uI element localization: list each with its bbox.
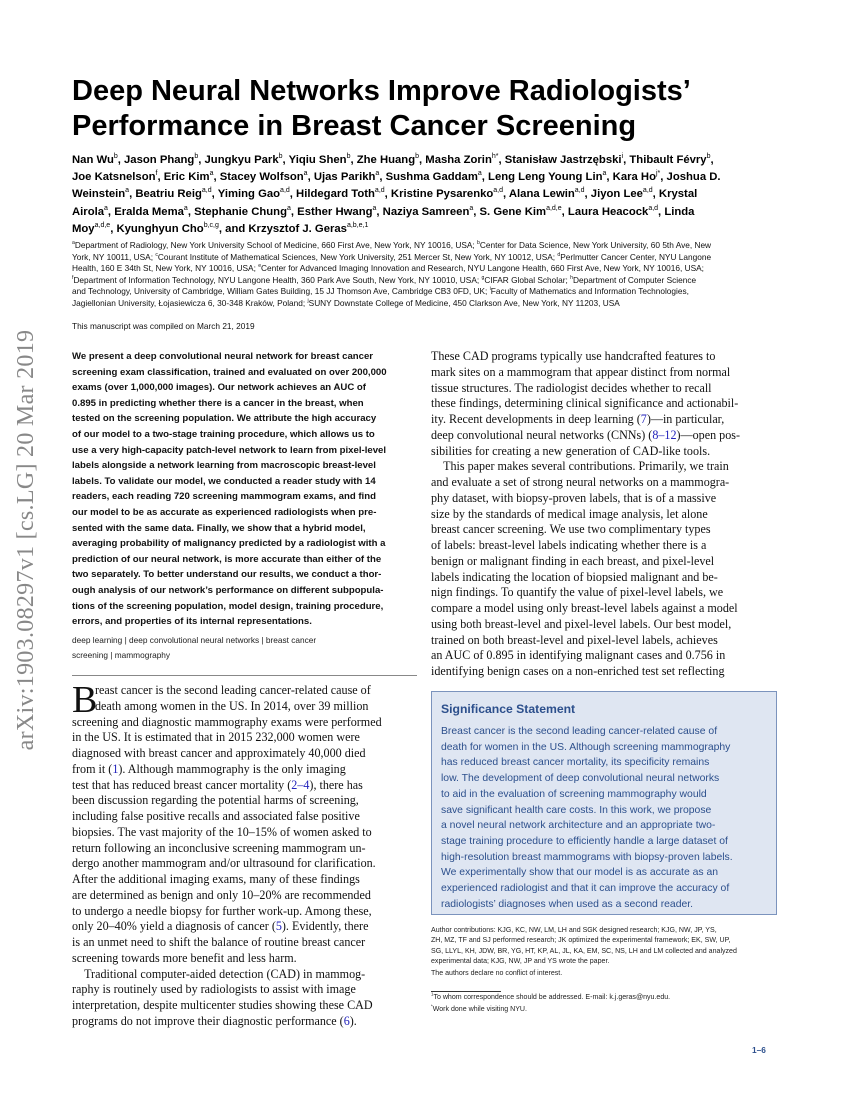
- body-line: is an unmet need to shift the balance of routine breast cancer: [72, 935, 366, 949]
- abstract-line: tions of the screening population, model design, training procedure,: [72, 600, 384, 612]
- compiled-note: This manuscript was compiled on March 21, 2019: [72, 321, 255, 331]
- significance-line: death for women in the US. Although screening mammography: [441, 741, 731, 753]
- body-line: including false positive recalls and associated false positive: [72, 809, 360, 823]
- paper-title: [72, 74, 772, 144]
- abstract-line: of our model to a two-stage training procedure, which allows us to: [72, 428, 375, 440]
- abstract-line: readers, each reading 720 screening mammogram exams, and find: [72, 491, 376, 503]
- arxiv-side-stamp: arXiv:1903.08297v1 [cs.LG] 20 Mar 2019: [13, 329, 39, 751]
- contributions-line: Author contributions: KJG, KC, NW, LM, LH and SGK designed research; KJG, NW, JP, YS,: [431, 927, 717, 934]
- abstract-line: 0.895 in predicting whether there is a cancer in the breast, when: [72, 397, 364, 409]
- body-line: these findings, determining clinical significance and actionabil-: [431, 396, 739, 411]
- body-line: raphy is routinely used by radiologists to assist with image: [72, 982, 356, 997]
- title-line: Deep Neural Networks Improve Radiologists’: [72, 75, 691, 107]
- drop-cap: B: [72, 679, 98, 721]
- contributions-line: SG, LLYL, KH, JDW, BR, YG, HT, KP, AL, JL, KA, EM, SC, NS, LH and LM collected and analyzed: [431, 947, 737, 955]
- body-line: size by the standards of medical image analysis, let alone: [431, 506, 708, 521]
- significance-line: high-resolution breast mammograms with biopsy-proven labels.: [441, 851, 733, 863]
- significance-line: a novel neural network architecture and an appropriate two-: [441, 820, 716, 832]
- significance-line: Breast cancer is the second leading cancer-related cause of: [441, 726, 718, 737]
- keywords-line: deep learning | deep convolutional neural networks | breast cancer: [72, 635, 317, 645]
- title-line: Performance in Breast Cancer Screening: [72, 110, 637, 142]
- body-line: compare a model using only breast-level labels against a model: [431, 601, 738, 615]
- keywords-line: screening | mammography: [72, 649, 171, 660]
- abstract-line: use a very high-capacity patch-level network to learn from pixel-level: [72, 444, 387, 456]
- significance-line: radiologists’ diagnoses when used as a second reader.: [441, 898, 694, 910]
- body-line: biopsies. The vast majority of the 10–15% of women asked to: [72, 824, 372, 839]
- body-line: return following an inconclusive screening mammogram un-: [72, 840, 366, 855]
- abstract-line: two separately. To better understand our results, we conduct a thor-: [72, 569, 382, 581]
- significance-line: stage training procedure to efficiently handle a large dataset of: [441, 835, 728, 847]
- body-line: breast cancer screening. We use two complimentary types: [431, 522, 711, 537]
- significance-line: We experimentally show that our model is as accurate as an: [441, 867, 719, 879]
- body-line: diagnosed with breast cancer and approximately 40,000 died: [72, 746, 366, 760]
- body-line: screening and diagnostic mammography exams were performed: [72, 714, 382, 729]
- affiliation-line: $^a$Department of Radiology, New York University School of Medicine, 660 First Ave, New York, NY 10016, USA; $^b$Center for Data Science, New York University, 60 5th Ave, New: [72, 240, 712, 250]
- body-line: screening towards more benefit and less harm.: [72, 950, 297, 965]
- body-line: only 20–40% yield a diagnosis of cancer (5). Evidently, there: [72, 919, 369, 934]
- abstract-line: averaging probability of malignancy predicted by a radiologist with a: [72, 538, 386, 550]
- author-line: Weinstein$^a$, Beatriu Reig$^{a,d}$, Yiming Gao$^{a,d}$, Hildegard Toth$^{a,d}$, Kristine Pysarenko$^{a,d}$, Alana Lewin$^{a,d}$, Jiyon Lee$^{a,d}$, Krystal: [72, 187, 698, 201]
- affiliation-line: $^f$Department of Information Technology, NYU Langone Health, 360 Park Ave South, New York, NY 10010, USA; $^g$CIFAR Global Scholar; $^h$Department of Computer Science: [72, 274, 697, 285]
- body-line: in the US. It is estimated that in 2015 232,000 women were: [72, 730, 360, 745]
- abstract-line: screening exam classification, trained and evaluated on over 200,000: [72, 366, 387, 378]
- affiliation-line: and Technology, University of Cambridge, William Gates Building, 15 JJ Thomson Ave, Cambridge CB3 0FD, UK; $^i$Faculty of Mathematics and Information Technologies,: [72, 286, 689, 297]
- body-line: These CAD programs typically use handcrafted features to: [431, 349, 716, 363]
- keywords: [72, 633, 417, 662]
- keywords-divider: [72, 675, 417, 676]
- body-line: tissue structures. The radiologist decides whether to recall: [431, 380, 712, 395]
- body-line: benign or malignant finding in each breast, and pixel-level: [431, 553, 715, 568]
- body-line: labels indicating the location of biopsied malignant and be-: [431, 569, 718, 584]
- significance-statement-text: [441, 724, 771, 912]
- body-line: sibilities for creating a new generation of CAD-like tools.: [431, 443, 711, 458]
- body-line: to undergo a needle biopsy for further work-up. Among these,: [72, 903, 372, 918]
- correspondence-footnote: $^1$To whom correspondence should be addressed. E-mail: k.j.geras@nyu.edu.: [431, 991, 671, 1001]
- body-line: death among women in the US. In 2014, over 39 million: [95, 698, 369, 713]
- body-line: phy dataset, with biopsy-proven labels, that is of a massive: [431, 490, 717, 505]
- body-line: of labels: breast-level labels indicating whether there is a: [431, 538, 707, 552]
- author-list: [72, 152, 778, 238]
- affiliation-line: Health, 160 E 34th St, New York, NY 10016, USA; $^e$Center for Advanced Imaging Innovation and Research, NYU Langone Health, 660 First Ave, New York, NY 10016, USA;: [72, 263, 704, 274]
- body-line: been discussion regarding the potential harms of screening,: [72, 793, 359, 808]
- body-line: nign findings. To quantify the value of pixel-level labels, we: [431, 585, 724, 600]
- abstract: [72, 349, 417, 630]
- body-line: interpretation, despite multicenter studies showing these CAD: [72, 998, 373, 1012]
- body-text-left-column: [72, 679, 417, 1030]
- body-line: trained on both breast-level and pixel-level labels, achieves: [431, 632, 718, 647]
- contributions-line: ZH, MZ, TF and SJ performed research; JK optimized the experimental framework; EK, SW, UP,: [431, 937, 731, 945]
- body-line: identifying benign cases on a non-enriched test set reflecting: [431, 664, 725, 678]
- abstract-line: errors, and properties of its internal representations.: [72, 616, 312, 628]
- significance-line: low. The development of deep convolutional neural networks: [441, 773, 720, 785]
- body-line: This paper makes several contributions. Primarily, we train: [431, 459, 729, 474]
- significance-statement-title: Significance Statement: [441, 702, 576, 716]
- abstract-line: ough analysis of our network’s performance on different subpopula-: [72, 584, 384, 596]
- body-line: programs do not improve their diagnostic performance (6).: [72, 1013, 357, 1028]
- body-line: and evaluate a set of strong neural networks on a mammogra-: [431, 475, 730, 489]
- conflict-of-interest-note: The authors declare no conflict of interest.: [431, 970, 563, 977]
- author-line: Airola$^a$, Eralda Mema$^a$, Stephanie Chung$^a$, Esther Hwang$^a$, Naziya Samreen$^a$, S. Gene Kim$^{a,d,e}$, Laura Heacock$^{a,d}$, Linda: [72, 204, 695, 218]
- author-line: Moy$^{a,d,e}$, Kyunghyun Cho$^{b,c,g}$, and Krzysztof J. Geras$^{a,b,e,1}$: [72, 222, 369, 235]
- abstract-line: our model to be as accurate as experienced radiologists when pre-: [72, 506, 377, 518]
- body-line: test that has reduced breast cancer mortality (2–4), there has: [72, 777, 363, 792]
- affiliation-line: Jagiellonian University, Łojasiewicza 6, 30-348 Kraków, Poland; $^j$SUNY Downstate College of Medicine, 450 Clarkson Ave, New York, NY 11203, USA: [72, 297, 620, 308]
- body-line: deep convolutional neural networks (CNNs) (8–12)—open pos-: [431, 427, 740, 442]
- body-line: reast cancer is the second leading cancer-related cause of: [95, 683, 371, 697]
- abstract-line: We present a deep convolutional neural network for breast cancer: [72, 351, 374, 362]
- body-line: are determined as benign and only 10–20% are recommended: [72, 887, 371, 902]
- body-line: using both breast-level and pixel-level labels. Our best model,: [431, 616, 732, 631]
- author-contributions: [431, 926, 777, 968]
- abstract-line: exams (over 1,000,000 images). Our network achieves an AUC of: [72, 382, 366, 394]
- body-text-right-column: [431, 349, 777, 680]
- abstract-line: labels. To validate our model, we conducted a reader study with 14: [72, 475, 376, 487]
- abstract-line: prediction of our neural network, is more accurate than either of the: [72, 553, 382, 565]
- significance-line: has reduced breast cancer mortality, its specificity remains: [441, 757, 710, 769]
- body-line: dergo another mammogram and/or ultrasound for clarification.: [72, 856, 376, 871]
- affiliations: [72, 240, 778, 310]
- visiting-footnote: *Work done while visiting NYU.: [431, 1003, 527, 1013]
- body-line: ity. Recent developments in deep learning (7)—in particular,: [431, 412, 725, 426]
- body-line: an AUC of 0.895 in identifying malignant cases and 0.756 in: [431, 648, 726, 663]
- author-line: Nan Wu$^b$, Jason Phang$^b$, Jungkyu Park$^b$, Yiqiu Shen$^b$, Zhe Huang$^b$, Masha Zorin$^{h*}$, Stanisław Jastrzębski$^i$, Thibault Févry$^b$,: [72, 153, 714, 166]
- author-line: Joe Katsnelson$^f$, Eric Kim$^a$, Stacey Wolfson$^a$, Ujas Parikh$^a$, Sushma Gaddam$^a$, Leng Leng Young Lin$^a$, Kara $Ho^{j*}$, Joshua D.: [72, 170, 721, 184]
- body-line: mark sites on a mammogram that appear distinct from normal: [431, 364, 731, 379]
- body-line: Traditional computer-aided detection (CAD) in mammog-: [72, 966, 366, 981]
- significance-line: experienced radiologist and that it can improve the accuracy of: [441, 883, 730, 895]
- contributions-line: experimental data; KJG, NW, JP and YS wrote the paper.: [431, 958, 610, 966]
- significance-line: to aid in the evaluation of screening mammography would: [441, 788, 707, 800]
- body-line: from it (1). Although mammography is the only imaging: [72, 761, 346, 776]
- affiliation-line: York, NY 10011, USA; $^c$Courant Institute of Mathematical Sciences, New York University, 251 Mercer St, New York, NY 10012, USA; $^d$Perlmutter Cancer Center, NYU Langone: [72, 251, 712, 262]
- abstract-line: tested on the screening population. We attribute the high accuracy: [72, 413, 377, 425]
- significance-line: save significant health care costs. In this work, we propose: [441, 804, 712, 816]
- page-number: 1–6: [752, 1045, 766, 1055]
- footnote-divider: [431, 991, 501, 992]
- abstract-line: labels alongside a network learning from macroscopic breast-level: [72, 460, 376, 472]
- abstract-line: sented with the same data. Finally, we show that a hybrid model,: [72, 522, 366, 534]
- body-line: After the additional imaging exams, many of these findings: [72, 872, 360, 886]
